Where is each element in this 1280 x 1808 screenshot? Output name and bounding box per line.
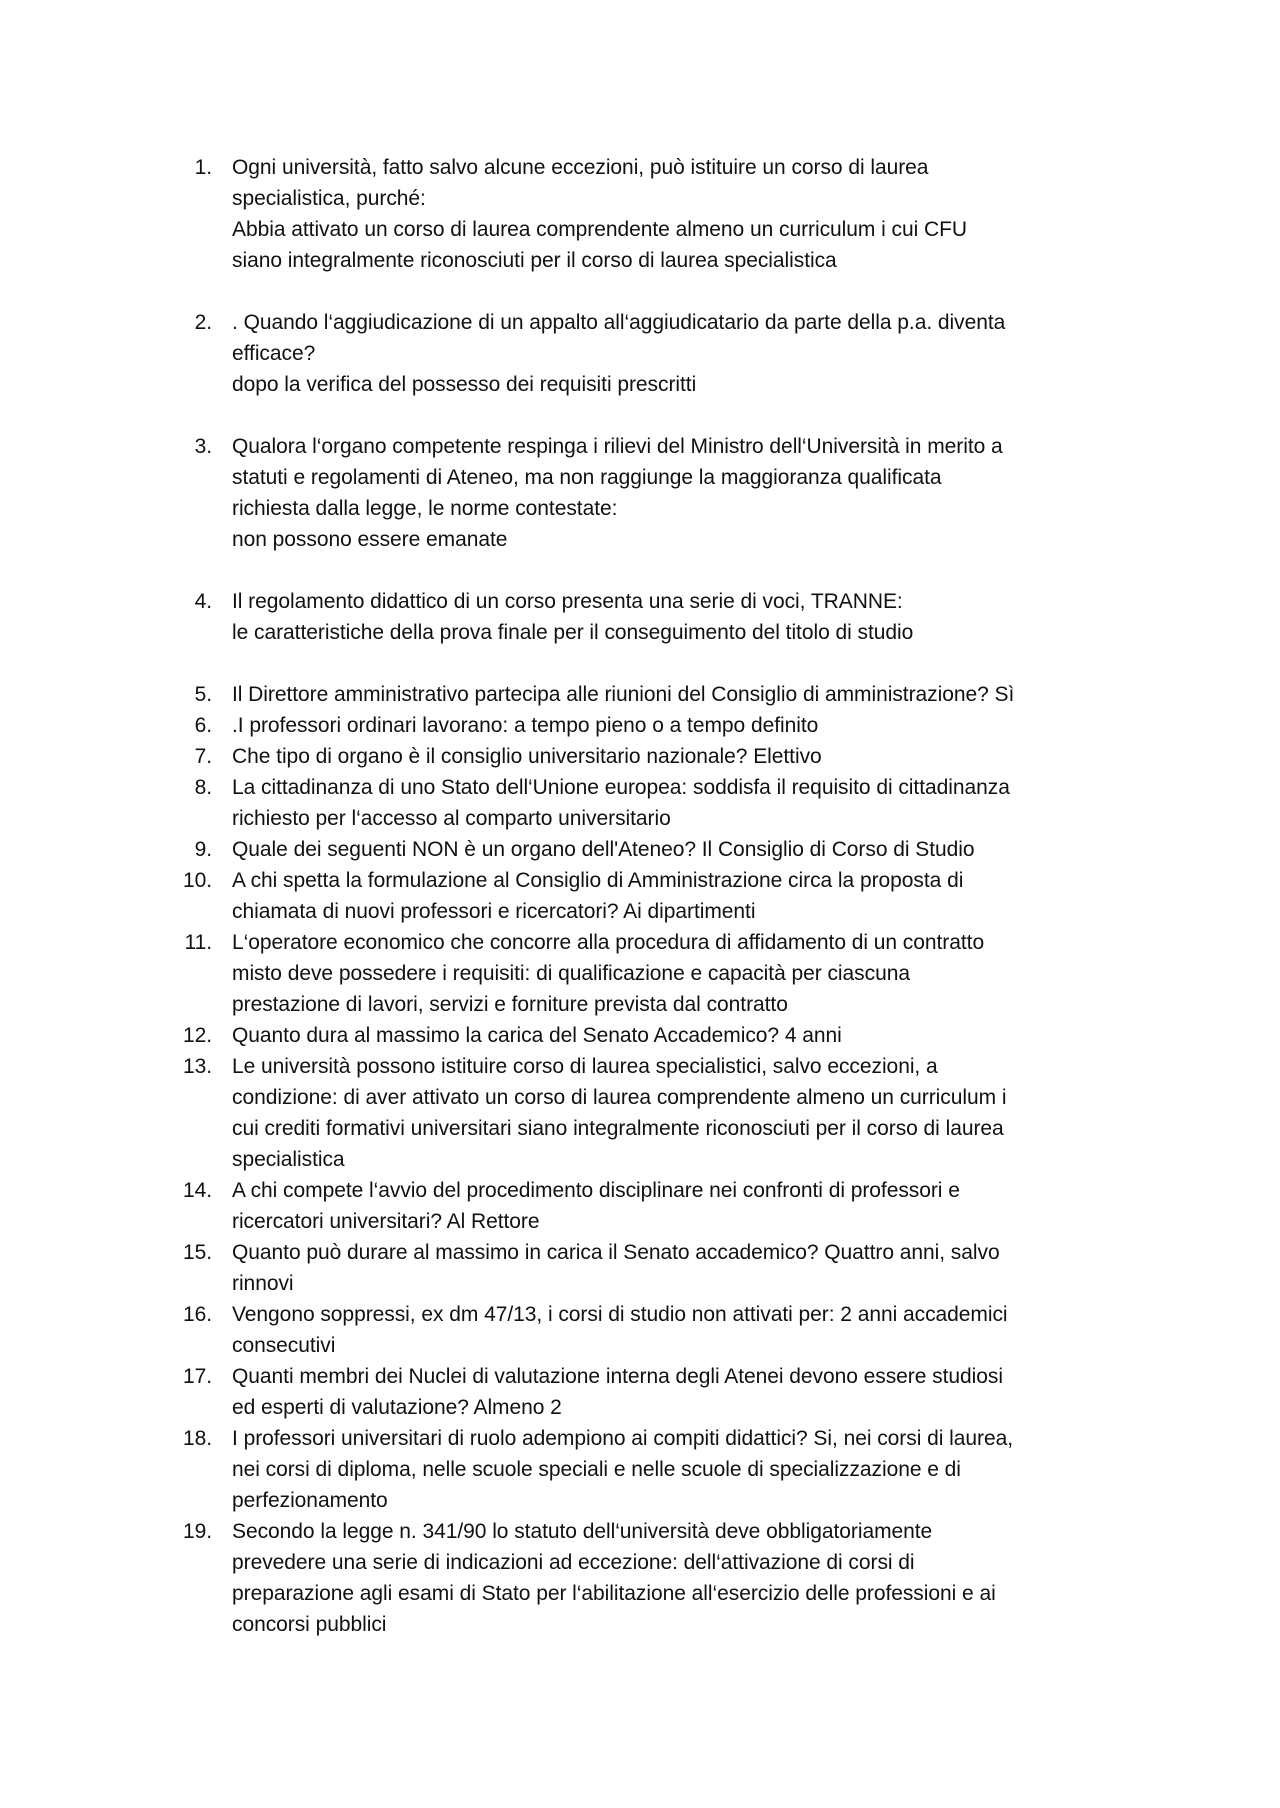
text-line: dopo la verifica del possesso dei requisiti prescritti	[232, 373, 697, 396]
text-line: Quanto dura al massimo la carica del Senato Accademico? 4 anni	[232, 1024, 842, 1047]
item-number: 10.	[182, 869, 212, 892]
text-line: specialistica	[232, 1148, 345, 1171]
list-item	[190, 307, 1130, 400]
item-text	[232, 1299, 1130, 1361]
item-text	[232, 1361, 1130, 1423]
text-line: concorsi pubblici	[232, 1613, 387, 1636]
item-number: 6.	[194, 714, 212, 737]
list-item	[182, 865, 1130, 927]
text-line: A chi spetta la formulazione al Consiglio di Amministrazione circa la proposta di	[232, 869, 964, 892]
item-number: 11.	[184, 931, 212, 954]
text-line: prestazione di lavori, servizi e forniture prevista dal contratto	[232, 993, 788, 1016]
item-number: 19.	[182, 1520, 212, 1543]
text-line: Il Direttore amministrativo partecipa alle riunioni del Consiglio di amministrazione? Sì	[232, 683, 1015, 706]
text-line: richiesta dalla legge, le norme contestate:	[232, 497, 618, 520]
text-line: cui crediti formativi universitari siano integralmente riconosciuti per il corso di laurea	[232, 1117, 1004, 1140]
item-number: 2.	[194, 311, 212, 334]
item-number: 15.	[182, 1241, 212, 1264]
text-line: efficace?	[232, 342, 316, 365]
text-line: La cittadinanza di uno Stato dell‘Unione europea: soddisfa il requisito di cittadinanza	[232, 776, 1010, 799]
item-text	[232, 1237, 1130, 1299]
item-text	[232, 1423, 1130, 1516]
text-line: Secondo la legge n. 341/90 lo statuto dell‘università deve obbligatoriamente	[232, 1520, 933, 1543]
item-text	[232, 741, 1130, 772]
text-line: I professori universitari di ruolo adempiono ai compiti didattici? Si, nei corsi di laurea,	[232, 1427, 1013, 1450]
list-item	[190, 586, 1130, 648]
item-text	[232, 772, 1130, 834]
item-text	[232, 710, 1130, 741]
item-number: 12.	[182, 1024, 212, 1047]
item-number: 8.	[194, 776, 212, 799]
list-item	[182, 1175, 1130, 1237]
text-line: rinnovi	[232, 1272, 294, 1295]
list-item	[190, 741, 1130, 772]
item-text	[232, 1516, 1130, 1640]
list-item	[184, 927, 1130, 1020]
item-number: 3.	[194, 435, 212, 458]
item-number: 9.	[194, 838, 212, 861]
text-line: ricercatori universitari? Al Rettore	[232, 1210, 540, 1233]
text-line: Le università possono istituire corso di laurea specialistici, salvo eccezioni, a	[232, 1055, 938, 1078]
item-text	[232, 927, 1130, 1020]
text-line: nei corsi di diploma, nelle scuole speciali e nelle scuole di specializzazione e di	[232, 1458, 961, 1481]
text-line: Quale dei seguenti NON è un organo dell'Ateneo? Il Consiglio di Corso di Studio	[232, 838, 975, 861]
item-number: 14.	[182, 1179, 212, 1202]
text-line: le caratteristiche della prova finale per il conseguimento del titolo di studio	[232, 621, 914, 644]
list-item	[182, 1237, 1130, 1299]
item-number: 16.	[182, 1303, 212, 1326]
text-line: Quanto può durare al massimo in carica il Senato accademico? Quattro anni, salvo	[232, 1241, 1000, 1264]
item-text	[232, 152, 1130, 276]
text-line: .I professori ordinari lavorano: a tempo pieno o a tempo definito	[232, 714, 819, 737]
text-line: Vengono soppressi, ex dm 47/13, i corsi di studio non attivati per: 2 anni accademici	[232, 1303, 1008, 1326]
list-item	[190, 772, 1130, 834]
text-line: chiamata di nuovi professori e ricercatori? Ai dipartimenti	[232, 900, 756, 923]
question-answer-list	[182, 152, 1130, 1640]
text-line: A chi compete l‘avvio del procedimento disciplinare nei confronti di professori e	[232, 1179, 960, 1202]
text-line: statuti e regolamenti di Ateneo, ma non raggiunge la maggioranza qualificata	[232, 466, 942, 489]
list-item	[190, 710, 1130, 741]
list-item	[182, 1361, 1130, 1423]
list-item	[182, 1051, 1130, 1175]
text-line: Quanti membri dei Nuclei di valutazione interna degli Atenei devono essere studiosi	[232, 1365, 1003, 1388]
text-line: consecutivi	[232, 1334, 336, 1357]
item-number: 18.	[182, 1427, 212, 1450]
list-item	[182, 1516, 1130, 1640]
text-line: Ogni università, fatto salvo alcune eccezioni, può istituire un corso di laurea	[232, 156, 929, 179]
item-number: 7.	[194, 745, 212, 768]
item-text	[232, 1020, 1130, 1051]
list-item	[182, 1020, 1130, 1051]
list-item	[190, 431, 1130, 555]
item-number: 4.	[194, 590, 212, 613]
text-line: Il regolamento didattico di un corso presenta una serie di voci, TRANNE:	[232, 590, 903, 613]
item-number: 17.	[182, 1365, 212, 1388]
list-item	[190, 679, 1130, 710]
item-text	[232, 679, 1130, 710]
item-text	[232, 1051, 1130, 1175]
text-line: richiesto per l‘accesso al comparto universitario	[232, 807, 671, 830]
item-text	[232, 431, 1130, 555]
text-line: misto deve possedere i requisiti: di qualificazione e capacità per ciascuna	[232, 962, 910, 985]
item-number: 1.	[194, 156, 212, 179]
list-item	[190, 834, 1130, 865]
list-item	[182, 1423, 1130, 1516]
text-line: Che tipo di organo è il consiglio universitario nazionale? Elettivo	[232, 745, 822, 768]
item-text	[232, 586, 1130, 648]
text-line: siano integralmente riconosciuti per il corso di laurea specialistica	[232, 249, 837, 272]
item-number: 5.	[194, 683, 212, 706]
item-text	[232, 307, 1130, 400]
item-number: 13.	[182, 1055, 212, 1078]
text-line: preparazione agli esami di Stato per l‘abilitazione all‘esercizio delle professioni e ai	[232, 1582, 996, 1605]
text-line: perfezionamento	[232, 1489, 388, 1512]
list-item	[182, 1299, 1130, 1361]
list-item	[190, 152, 1130, 276]
text-line: Qualora l‘organo competente respinga i rilievi del Ministro dell‘Università in merito a	[232, 435, 1003, 458]
text-line: non possono essere emanate	[232, 528, 508, 551]
text-line: specialistica, purché:	[232, 187, 426, 210]
text-line: L‘operatore economico che concorre alla procedura di affidamento di un contratto	[232, 931, 985, 954]
text-line: ed esperti di valutazione? Almeno 2	[232, 1396, 562, 1419]
text-line: . Quando l‘aggiudicazione di un appalto all‘aggiudicatario da parte della p.a. diventa	[232, 311, 1006, 334]
item-text	[232, 865, 1130, 927]
text-line: Abbia attivato un corso di laurea comprendente almeno un curriculum i cui CFU	[232, 218, 968, 241]
item-text	[232, 834, 1130, 865]
item-text	[232, 1175, 1130, 1237]
text-line: prevedere una serie di indicazioni ad eccezione: dell‘attivazione di corsi di	[232, 1551, 915, 1574]
text-line: condizione: di aver attivato un corso di laurea comprendente almeno un curriculum i	[232, 1086, 1007, 1109]
